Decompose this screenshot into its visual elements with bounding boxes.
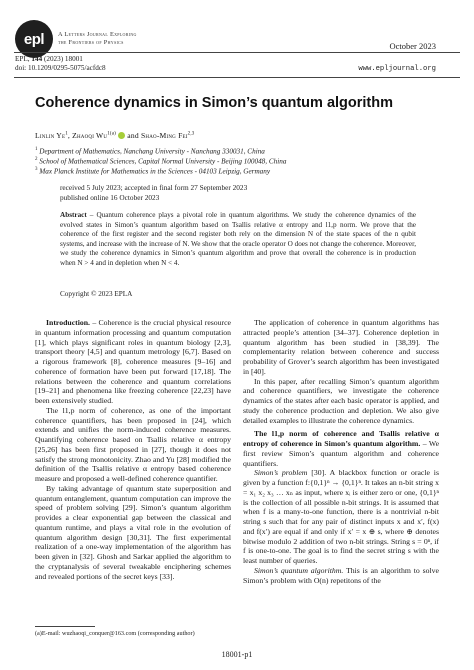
affiliation-3-num: 3 [35,167,38,172]
published-date: published online 16 October 2023 [60,192,160,202]
copyright: Copyright © 2023 EPLA [60,290,133,298]
intro-text-1: – Coherence is the crucial physical resource in quantum information processing and quantum computation [1], which plays significant roles in quantum biology [2,3], transport theory [4,5] and quantum metrology [6,7]. Based on a rigorous framework [8], coherence measures [9–16] and coherence of formation have been put forward [17,18]. The relations between the coherence and quantum correlations [19–21] and phenomena like freezing coherence [22,23] have been extensively studied. [35,318,231,405]
problem-text: [30]. A blackbox function or oracle is given by a function f:{0,1}ⁿ → {0,1}ⁿ. It takes an n-bit string x = x₁ x₂ x₃ … xₙ as input, where xᵢ is either zero or one, {0,1}ⁿ is the collection of all possible n-bit strings. It is assumed that when f is a many-to-one function, there is a nontrivial n-bit string s such that for any pair of distinct inputs x and x′, f(x) and f(x′) are equal if and only if x′ = x ⊕ s, where ⊕ denotes bitwise modulo 2 addition of two n-bit strings. String s = 0ⁿ, if f is one-to-one. The goal is to find the secret string s with the least number of queries. [243,468,439,565]
intro-heading: Introduction. [46,318,90,327]
abstract-text: – Quantum coherence plays a pivotal role in quantum algorithms. We study the coherence dynamics of the evolved states in Simon’s quantum algorithm based on Tsallis relative α entropy and l1,p norm. We prove that the coherence of the first register and the second register both rely on the dimension N of the state spaces of the n qubit systems, and increase with the increase of N. We show that the oracle operator O does not change the coherence. Moreover, we study the coherence dynamics in Simon’s quantum algorithm and prove that overall the coherence is in production when N > 4 and in depletion when N < 4. [60,211,416,267]
section-paragraph [243,429,439,468]
author-3: Shao-Ming Fei [140,131,188,140]
citation-prefix: EPL, [15,55,30,63]
affiliation-3 [35,165,270,176]
doi-link[interactable]: doi: 10.1209/0295-5075/acfdc8 [15,64,106,72]
journal-citation [15,55,106,73]
author-1-sup: 1 [65,131,68,137]
right-paragraph-2: In this paper, after recalling Simon’s quantum algorithm and coherence quantifiers, we investigate the coherence dynamics of the states after each basic operator is applied, and study the coherence production and depletion. We also give detailed examples to illustrate the coherence dynamics. [243,376,439,425]
tagline-line1: A Letters Journal Exploring [58,31,137,38]
citation-volume: 144 [31,55,43,63]
problem-paragraph [243,468,439,566]
header-rule-bottom [14,77,460,78]
received-date: received 5 July 2023; accepted in final form 27 September 2023 [60,183,248,192]
journal-tagline [58,31,137,46]
footnote: (a)E-mail: wuzhaoqi_conquer@163.com (corresponding author) [35,630,195,637]
affiliation-2-num: 2 [35,157,38,162]
problem-label: Simon’s problem [254,468,308,478]
issue-date: October 2023 [389,41,436,51]
author-conjunction: and [127,131,139,140]
tagline-line2: the Frontiers of Physics [58,38,124,46]
journal-website-link[interactable]: www.epljournal.org [358,65,436,73]
right-column [243,318,439,585]
affiliation-1-num: 1 [35,147,38,152]
citation-rest: (2023) 18001 [43,55,83,63]
left-column [35,318,231,581]
author-list: Linlin Ye$^1$, Zhaoqi $Wu^{1(a)}$ and Shao-Ming Fei$^{2,3}$ [35,131,195,140]
orcid-icon[interactable] [118,132,125,139]
intro-paragraph-3: By taking advantage of quantum state superposition and quantum entanglement, quantum computation can improve the speed of problem solving [29]. Simon’s quantum algorithm provides a clear exponential gap between the classical and quantum runtime, and plays a vital role in the evolution of quantum algorithm design [30,31]. The first experimental realization of a one-way implementation of the algorithm has been given in [32]. Ghosh and Sarkar applied the algorithm to the cryptanalysis of several tweakable enciphering schemes and revealed portions of the secret keys [33]. [35,483,231,581]
author-3-sup: 2,3 [187,131,195,137]
author-2: Zhaoqi Wu [72,131,108,140]
author-2-sup: 1(a) [107,131,117,137]
section-intro: – We first review Simon’s quantum algorithm and coherence quantifiers. [243,439,440,468]
abstract [60,211,416,269]
algorithm-paragraph [243,566,439,586]
page-number: 18001-p1 [221,650,253,659]
footnote-rule [35,626,95,627]
logo-text: epl [23,30,45,48]
section-heading: The l1,p norm of coherence and Tsallis relative α entropy of coherence in Simon’s quantum algorithm. [243,429,439,448]
algorithm-text: This is an algorithm to solve Simon’s problem with O(n) repetitons of the [243,565,439,585]
abstract-label: Abstract [60,211,87,219]
header-rule-top [14,52,460,53]
intro-paragraph-1 [35,318,231,406]
publication-dates [60,183,247,202]
article-title: Coherence dynamics in Simon’s quantum algorithm [35,95,393,111]
affiliation-2-text: School of Mathematical Sciences, Capital Normal University - Beijing 100048, China [39,157,287,166]
affiliation-3-text: Max Planck Institute for Mathematics in the Sciences - 04103 Leipzig, Germany [39,167,271,176]
intro-paragraph-2: The l1,p norm of coherence, as one of the important coherence quantifiers, has been proposed in [24], which extends and unifies the norm-induced coherence measures. Quantifying coherence based on Tsallis relative α entropy [25,26] has been first proposed in [27], though it does not satisfy the strong monotonicity. Zhao and Yu [28] modified the definition of the Tsallis relative α entropy based coherence measure and proposed a well-defined coherence quantifier. [35,405,231,483]
author-1: Linlin Ye [35,131,66,140]
algorithm-label: Simon’s quantum algorithm. [254,565,344,575]
right-paragraph-1: The application of coherence in quantum algorithms has attracted people’s attention [34–37]. Coherence depletion in quantum algorithm has been studied in [38,39]. The complementarity relation between coherence and success probability of Grover’s search algorithm has been investigated in [40]. [243,318,439,376]
affiliation-1-text: Department of Mathematics, Nanchang University - Nanchang 330031, China [39,147,265,156]
